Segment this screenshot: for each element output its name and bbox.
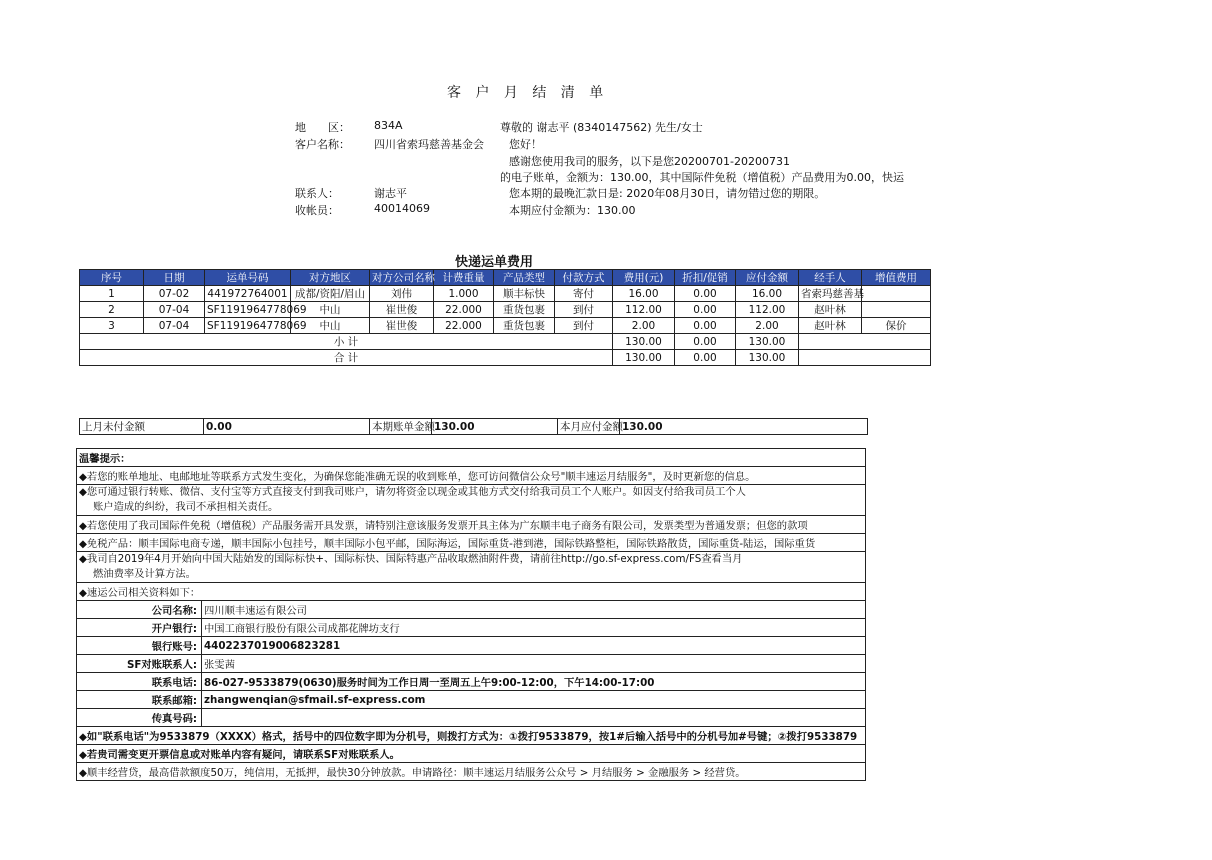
amount-summary-table [79, 418, 868, 435]
company-row [77, 637, 866, 655]
total-label: 合 计 [80, 350, 613, 366]
reconcile-contact-value: 张雯茜 [202, 655, 866, 673]
cell: 2.00 [736, 318, 799, 334]
tip-fuel-surcharge [77, 552, 866, 583]
cell: 崔世俊 [370, 318, 434, 334]
tips-table [76, 448, 866, 781]
col-header: 经手人 [799, 270, 862, 286]
cell: 赵叶林 [799, 302, 862, 318]
region-value: 834A [374, 119, 403, 132]
company-info-heading: ◆速运公司相关资料如下： [77, 583, 866, 601]
company-name-label: 公司名称: [77, 601, 202, 619]
tip-address-update: ◆若您的账单地址、电邮地址等联系方式发生变化，为确保您能准确无误的收到账单，您可访问微信公众号"顺丰速运月结服务"，及时更新您的信息。 [77, 467, 866, 485]
col-header: 费用(元) [613, 270, 675, 286]
subtotal-fee: 130.00 [613, 334, 675, 350]
total-fee: 130.00 [613, 350, 675, 366]
cell: 22.000 [434, 302, 494, 318]
total-row [80, 350, 931, 366]
cell: 3 [80, 318, 144, 334]
phone-value: 86-027-9533879(0630)服务时间为工作日周一至周五上午9:00-12:00，下午14:00-17:00 [202, 673, 866, 691]
table-row [80, 302, 931, 318]
col-header: 对方公司名称 [370, 270, 434, 286]
cell: 112.00 [736, 302, 799, 318]
current-bill-value: 130.00 [432, 419, 558, 435]
company-row [77, 673, 866, 691]
total-payable: 130.00 [736, 350, 799, 366]
current-bill-label: 本期账单金额 [370, 419, 432, 435]
cell: 2 [80, 302, 144, 318]
subtotal-payable: 130.00 [736, 334, 799, 350]
freight-section-title: 快递运单费用 [455, 255, 534, 270]
tip-payment-line-2: 账户造成的纠纷，我司不承担相关责任。 [93, 501, 279, 513]
col-header: 应付金额 [736, 270, 799, 286]
cell: SF1191964778069 [205, 302, 291, 318]
col-header: 付款方式 [555, 270, 613, 286]
greeting: 尊敬的 谢志平 (8340147562) 先生/女士 [500, 121, 703, 134]
freight-table [79, 269, 931, 366]
subtotal-row [80, 334, 931, 350]
cell: 保价 [862, 318, 931, 334]
cell: 1 [80, 286, 144, 302]
col-header: 增值费用 [862, 270, 931, 286]
tip-payment [77, 485, 866, 516]
cell: 赵叶林 [799, 318, 862, 334]
bank-value: 中国工商银行股份有限公司成都花牌坊支行 [202, 619, 866, 637]
col-header: 产品类型 [494, 270, 555, 286]
cell: 07-02 [144, 286, 205, 302]
statement-line-2: 的电子账单，金额为：130.00，其中国际件免税（增值税）产品费用为0.00，快运 [500, 171, 904, 184]
account-label: 银行账号: [77, 637, 202, 655]
cell: 省索玛慈善基 [799, 286, 862, 302]
col-header: 对方地区 [291, 270, 370, 286]
subtotal-label: 小 计 [80, 334, 613, 350]
col-header: 计费重量 [434, 270, 494, 286]
col-header: 序号 [80, 270, 144, 286]
email-label: 联系邮箱: [77, 691, 202, 709]
email-value[interactable]: zhangwenqian@sfmail.sf-express.com [202, 691, 866, 709]
tip-fuel-line-2: 燃油费率及计算方法。 [93, 568, 196, 580]
cell: 07-04 [144, 318, 205, 334]
company-row [77, 619, 866, 637]
prev-unpaid-value: 0.00 [204, 419, 370, 435]
cell: 刘伟 [370, 286, 434, 302]
col-header: 日期 [144, 270, 205, 286]
collector-value: 40014069 [374, 202, 430, 215]
prev-unpaid-label: 上月未付金额 [80, 419, 204, 435]
cell: 崔世俊 [370, 302, 434, 318]
table-row [80, 318, 931, 334]
cell: 寄付 [555, 286, 613, 302]
cell: 0.00 [675, 318, 736, 334]
cell: 中山 [291, 302, 370, 318]
cell: 441972764001 [205, 286, 291, 302]
tip-invoice-change: ◆若贵司需变更开票信息或对账单内容有疑问，请联系SF对账联系人。 [77, 745, 866, 763]
tip-tax-free-products: ◆免税产品：顺丰国际电商专递，顺丰国际小包挂号，顺丰国际小包平邮，国际海运，国际重货-港到港，国际铁路整柜，国际铁路散货，国际重货-陆运，国际重货 [77, 534, 866, 552]
cell: 16.00 [736, 286, 799, 302]
customer-value: 四川省索玛慈善基金会 [374, 138, 484, 151]
cell: 成都/资阳/眉山 [291, 286, 370, 302]
freight-header-row [80, 270, 931, 286]
fax-value [202, 709, 866, 727]
statement-title: 客 户 月 结 清 单 [447, 85, 609, 101]
company-name-value: 四川顺丰速运有限公司 [202, 601, 866, 619]
month-payable-label: 本月应付金额 [558, 419, 620, 435]
month-payable-value: 130.00 [620, 419, 868, 435]
cell: 22.000 [434, 318, 494, 334]
company-row [77, 655, 866, 673]
phone-label: 联系电话: [77, 673, 202, 691]
statement-line-3: 您本期的最晚汇款日是: 2020年08月30日，请勿错过您的期限。 [509, 187, 826, 200]
cell: 重货包裹 [494, 318, 555, 334]
cell: 0.00 [675, 286, 736, 302]
cell: 重货包裹 [494, 302, 555, 318]
subtotal-blank [799, 334, 931, 350]
company-row [77, 709, 866, 727]
tip-extension-dialing: ◆如"联系电话"为9533879（XXXX）格式，括号中的四位数字即为分机号，则拨打方式为：①拨打9533879，按1#后输入括号中的分机号加#号键；②拨打9533879 [77, 727, 866, 745]
fax-label: 传真号码: [77, 709, 202, 727]
total-discount: 0.00 [675, 350, 736, 366]
statement-line-1: 感谢您使用我司的服务，以下是您20200701-20200731 [509, 155, 790, 168]
cell: 顺丰标快 [494, 286, 555, 302]
cell: 中山 [291, 318, 370, 334]
customer-label: 客户名称： [295, 138, 350, 151]
total-blank [799, 350, 931, 366]
cell: 0.00 [675, 302, 736, 318]
cell: 07-04 [144, 302, 205, 318]
account-value: 4402237019006823281 [202, 637, 866, 655]
amount-summary-row [80, 419, 868, 435]
region-label: 地 区： [295, 121, 350, 134]
tip-fuel-line-1: ◆我司自2019年4月开始向中国大陆始发的国际标快+、国际标快、国际特惠产品收取燃油附件费，请前往http://go.sf-express.com/FS查看当月 [79, 553, 743, 565]
tip-invoice: ◆若您使用了我司国际件免税（增值税）产品服务需开具发票，请特别注意该服务发票开具主体为广东顺丰电子商务有限公司，发票类型为普通发票；但您的款项 [77, 516, 866, 534]
cell: SF1191964778069 [205, 318, 291, 334]
tips-heading: 温馨提示： [77, 449, 866, 467]
reconcile-contact-label: SF对账联系人: [77, 655, 202, 673]
subtotal-discount: 0.00 [675, 334, 736, 350]
statement-line-4: 本期应付金额为：130.00 [509, 204, 636, 217]
table-row [80, 286, 931, 302]
cell: 112.00 [613, 302, 675, 318]
cell: 16.00 [613, 286, 675, 302]
contact-value: 谢志平 [374, 187, 407, 200]
col-header: 折扣/促销 [675, 270, 736, 286]
collector-label: 收帐员： [295, 204, 339, 217]
company-row [77, 691, 866, 709]
hello: 您好！ [509, 138, 542, 151]
tip-business-loan: ◆顺丰经营贷，最高借款额度50万，纯信用，无抵押，最快30分钟放款。申请路径：顺丰速运月结服务公众号 > 月结服务 > 金融服务 > 经营贷。 [77, 763, 866, 781]
cell [862, 286, 931, 302]
cell: 到付 [555, 302, 613, 318]
contact-label: 联系人： [295, 187, 339, 200]
cell: 1.000 [434, 286, 494, 302]
bank-label: 开户银行: [77, 619, 202, 637]
cell [862, 302, 931, 318]
company-row [77, 601, 866, 619]
cell: 到付 [555, 318, 613, 334]
col-header: 运单号码 [205, 270, 291, 286]
tip-payment-line-1: ◆您可通过银行转账、微信、支付宝等方式直接支付到我司账户，请勿将资金以现金或其他方式交付给我司员工个人账户。如因支付给我司员工个人 [79, 486, 746, 498]
cell: 2.00 [613, 318, 675, 334]
